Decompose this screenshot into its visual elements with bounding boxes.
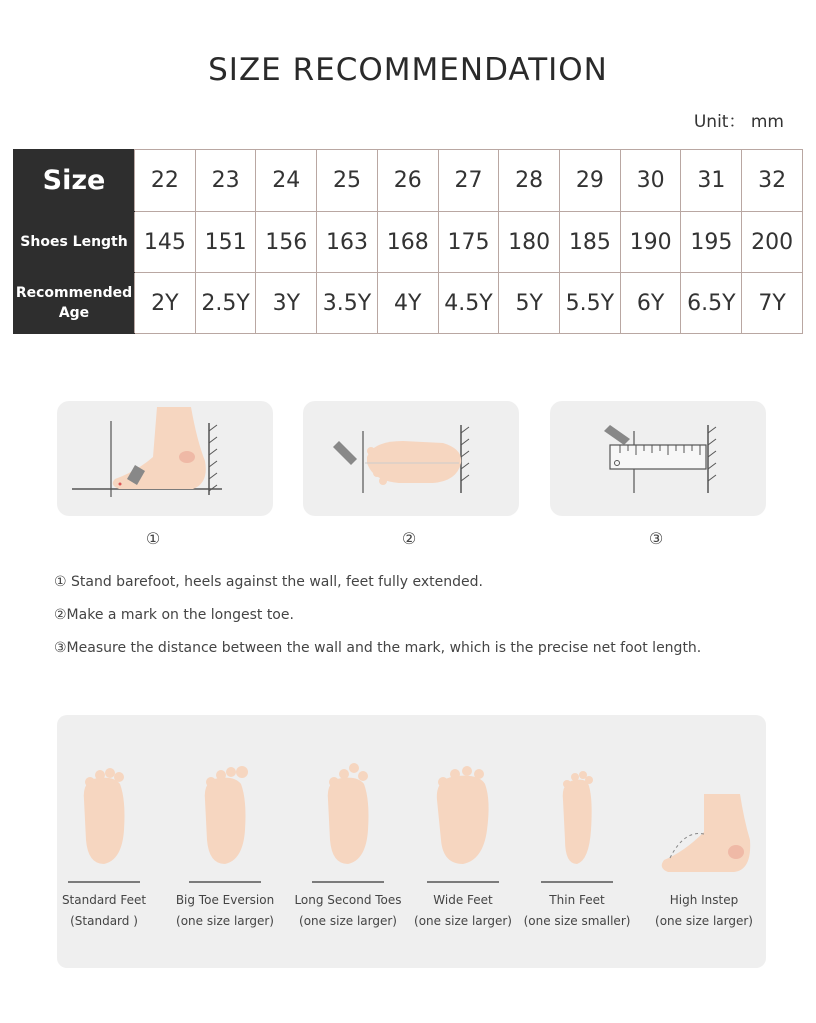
foot-type-note: (Standard ) <box>70 914 138 928</box>
size-cell: 28 <box>499 150 560 212</box>
step-number-3: ③ <box>648 529 664 548</box>
foot-type-note: (one size larger) <box>176 914 274 928</box>
length-cell: 195 <box>681 212 742 273</box>
length-header: Shoes Length <box>14 212 135 273</box>
size-cell: 25 <box>317 150 378 212</box>
age-cell: 5Y <box>499 273 560 334</box>
size-cell: 31 <box>681 150 742 212</box>
thin-foot-icon <box>527 760 627 884</box>
size-cell: 27 <box>438 150 499 212</box>
foot-side-wall-icon <box>57 401 273 516</box>
length-cell: 175 <box>438 212 499 273</box>
measure-card-2 <box>303 401 519 516</box>
length-cell: 190 <box>620 212 681 273</box>
foot-type-note: (one size smaller) <box>523 914 631 928</box>
age-cell: 4Y <box>377 273 438 334</box>
length-cell: 151 <box>195 212 256 273</box>
age-cell: 6.5Y <box>681 273 742 334</box>
age-cell: 4.5Y <box>438 273 499 334</box>
age-cell: 3Y <box>256 273 317 334</box>
big-toe-foot-icon <box>175 760 275 884</box>
table-row-length <box>14 212 803 273</box>
length-cell: 180 <box>499 212 560 273</box>
foot-type-wide <box>407 760 519 932</box>
step-text-3: ③Measure the distance between the wall and the mark, which is the precise net foot length. <box>54 640 702 656</box>
size-cell: 29 <box>560 150 621 212</box>
age-cell: 2Y <box>135 273 196 334</box>
high-instep-foot-icon <box>654 760 754 884</box>
age-cell: 3.5Y <box>317 273 378 334</box>
foot-type-thin <box>521 760 633 932</box>
size-cell: 24 <box>256 150 317 212</box>
foot-top-mark-icon <box>303 401 519 516</box>
foot-type-big-toe <box>169 760 281 932</box>
step-text-1: ① Stand barefoot, heels against the wall, feet fully extended. <box>54 574 483 590</box>
age-cell: 7Y <box>742 273 803 334</box>
length-cell: 145 <box>135 212 196 273</box>
foot-type-name: Standard Feet <box>61 893 147 907</box>
foot-type-note: (one size larger) <box>414 914 512 928</box>
long-second-toe-foot-icon <box>298 760 398 884</box>
size-table <box>13 149 803 334</box>
length-cell: 168 <box>377 212 438 273</box>
length-cell: 156 <box>256 212 317 273</box>
table-row-age <box>14 273 803 334</box>
step-text-2: ②Make a mark on the longest toe. <box>54 607 294 623</box>
foot-type-name: Wide Feet <box>433 893 493 907</box>
length-cell: 200 <box>742 212 803 273</box>
measure-card-1 <box>57 401 273 516</box>
size-cell: 22 <box>135 150 196 212</box>
unit-label: Unit： mm <box>693 112 784 132</box>
wide-foot-icon <box>413 760 513 884</box>
size-header: Size <box>14 150 135 212</box>
foot-type-name: Big Toe Eversion <box>175 893 275 907</box>
step-number-2: ② <box>401 529 417 548</box>
foot-type-name: High Instep <box>669 893 739 907</box>
foot-type-long-second <box>292 760 404 932</box>
ruler-measure-icon <box>550 401 766 516</box>
foot-type-name: Long Second Toes <box>294 893 402 907</box>
step-number-1: ① <box>145 529 161 548</box>
age-cell: 2.5Y <box>195 273 256 334</box>
size-cell: 32 <box>742 150 803 212</box>
standard-foot-icon <box>54 760 154 884</box>
table-row-size <box>14 150 803 212</box>
foot-type-name: Thin Feet <box>549 893 605 907</box>
size-cell: 23 <box>195 150 256 212</box>
length-cell: 163 <box>317 212 378 273</box>
foot-type-note: (one size larger) <box>299 914 397 928</box>
foot-type-high-instep <box>648 760 760 932</box>
size-cell: 26 <box>377 150 438 212</box>
page-title: SIZE RECOMMENDATION <box>208 52 608 88</box>
age-header: Recommended Age <box>14 273 135 334</box>
age-cell: 6Y <box>620 273 681 334</box>
age-cell: 5.5Y <box>560 273 621 334</box>
foot-type-note: (one size larger) <box>655 914 753 928</box>
size-cell: 30 <box>620 150 681 212</box>
foot-type-standard <box>48 760 160 932</box>
measure-card-3 <box>550 401 766 516</box>
length-cell: 185 <box>560 212 621 273</box>
